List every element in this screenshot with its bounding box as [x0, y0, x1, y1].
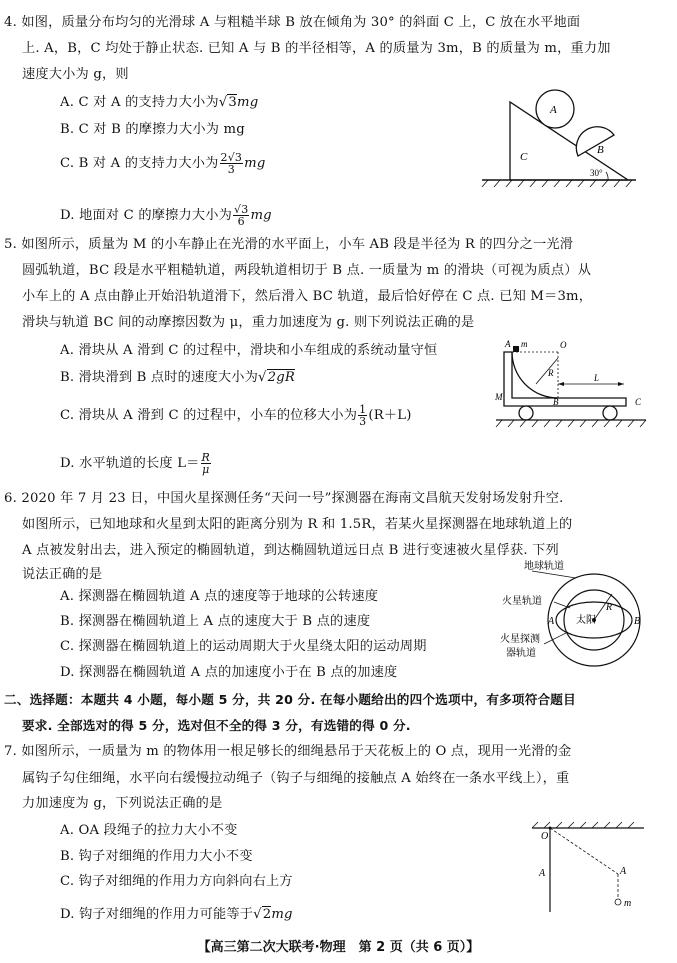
q4-option-a: A. C 对 A 的支持力大小为√3mg: [60, 95, 259, 110]
q6-figure-probe-orbit-label-2: 器轨道: [506, 648, 536, 659]
q4-option-d-text: D. 地面对 C 的摩擦力大小为: [60, 208, 233, 223]
q6-figure-probe-orbit-label-1: 火星探测: [500, 634, 540, 645]
q7-option-b: B. 钩子对细绳的作用力大小不变: [60, 849, 253, 864]
q7-option-d-unit: mg: [271, 907, 293, 922]
q4-option-c-numerator: 2√3: [220, 151, 243, 164]
q5-option-d: [60, 452, 212, 475]
q6-figure-label-r: R: [606, 602, 613, 613]
q4-option-d: [60, 204, 272, 227]
q6-option-b: B. 探测器在椭圆轨道上 A 点的速度大于 B 点的速度: [60, 614, 371, 629]
q6-figure-orbits: [496, 556, 662, 668]
q5-figure-label-b: B: [553, 397, 559, 407]
q5-stem-line-2: 圆弧轨道，BC 段是水平粗糙轨道，两段轨道相切于 B 点. 一质量为 m 的滑块（可视为质点）从: [22, 263, 592, 278]
q5-option-d-numerator: R: [201, 451, 211, 464]
q7-stem-line-2: 属钩子勾住细绳，水平向右缓慢拉动绳子（钩子与细绳的接触点 A 始终在一条水平线上），重: [22, 771, 570, 786]
q6-figure-label-b: B: [634, 616, 641, 627]
section-2-heading-line-1: 二、选择题：本题共 4 小题，每小题 5 分，共 20 分. 在每小题给出的四个选项中，有多项符合题目: [4, 692, 576, 707]
q5-option-c-expr: (R＋L): [368, 408, 412, 423]
q4-figure-label-a: A: [550, 104, 557, 116]
q5-figure-label-a: A: [505, 339, 511, 349]
q5-option-d-denominator: μ: [202, 463, 210, 476]
q5-stem-line-1: 5. 如图所示，质量为 M 的小车静止在光滑的水平面上，小车 AB 段是半径为 R 的四分之一光滑: [4, 237, 574, 252]
q5-option-b-text: B. 滑块滑到 B 点时的速度大小为: [60, 370, 258, 385]
q6-stem-line-1: 6. 2020 年 7 月 23 日，中国火星探测任务“天问一号”探测器在海南文昌航天发射场发射升空.: [4, 491, 564, 506]
q4-option-a-radicand: 3: [228, 95, 237, 110]
q6-stem-line-3: A 点被发射出去，进入预定的椭圆轨道，到达椭圆轨道远日点 B 进行变速被火星俘获. 下列: [22, 543, 559, 558]
q5-stem-line-3: 小车上的 A 点由静止开始沿轨道滑下，然后滑入 BC 轨道，最后恰好停在 C 点. 已知 M＝3m，: [22, 289, 593, 304]
q4-figure-incline: [480, 82, 640, 188]
q5-option-b: B. 滑块滑到 B 点时的速度大小为√2gR: [60, 370, 295, 385]
q4-option-b: B. C 对 B 的摩擦力大小为 mg: [60, 122, 245, 137]
q4-option-a-unit: mg: [237, 95, 259, 110]
q4-stem-line-2: 上. A，B，C 均处于静止状态. 已知 A 与 B 的半径相等，A 的质量为 3m，B 的质量为 m，重力加: [22, 41, 611, 56]
q6-stem-line-4: 说法正确的是: [22, 567, 103, 582]
q4-option-c-fraction: [220, 152, 244, 175]
q6-option-c: C. 探测器在椭圆轨道上的运动周期大于火星绕太阳的运动周期: [60, 639, 427, 654]
q5-option-c-text: C. 滑块从 A 滑到 C 的过程中，小车的位移大小为: [60, 408, 358, 423]
q4-figure-angle: 30°: [590, 168, 603, 178]
q6-figure-label-a: A: [548, 616, 555, 627]
q4-option-a-text: A. C 对 A 的支持力大小为: [60, 95, 219, 110]
q5-figure-cart: [496, 334, 646, 434]
q5-figure-label-m: m: [521, 339, 528, 349]
q7-option-d-text: D. 钩子对细绳的作用力可能等于: [60, 907, 254, 922]
q7-option-a: A. OA 段绳子的拉力大小不变: [60, 823, 238, 838]
q5-option-c-denominator: 3: [359, 415, 367, 428]
q7-figure-label-o: O: [541, 831, 549, 842]
q7-figure-label-a1: A: [539, 868, 546, 879]
q5-option-c-fraction: [358, 404, 367, 427]
q5-option-c-numerator: 1: [359, 403, 367, 416]
section-2-heading-line-2: 要求. 全部选对的得 5 分，选对但不全的得 3 分，有选错的得 0 分.: [22, 718, 411, 733]
q5-option-c: [60, 404, 412, 427]
q6-option-a: A. 探测器在椭圆轨道 A 点的速度等于地球的公转速度: [60, 589, 379, 604]
q5-option-d-text: D. 水平轨道的长度 L＝: [60, 456, 200, 471]
q5-option-d-fraction: [201, 452, 211, 475]
q5-stem-line-4: 滑块与轨道 BC 间的动摩擦因数为 μ，重力加速度为 g. 则下列说法正确的是: [22, 315, 475, 330]
q4-option-d-numerator: √3: [234, 203, 249, 216]
q4-figure-label-b: B: [597, 144, 604, 156]
q4-stem-line-3: 速度大小为 g，则: [22, 67, 129, 82]
q6-option-d: D. 探测器在椭圆轨道 A 点的加速度小于在 B 点的加速度: [60, 665, 398, 680]
q7-option-d-radicand: 2: [262, 907, 272, 922]
q6-stem-line-2: 如图所示，已知地球和火星到太阳的距离分别为 R 和 1.5R，若某火星探测器在地球轨道上的: [22, 517, 573, 532]
q4-option-c: [60, 152, 265, 175]
q4-option-c-denominator: 3: [227, 163, 235, 176]
q4-option-d-fraction: [233, 204, 249, 227]
q7-option-c: C. 钩子对细绳的作用力方向斜向右上方: [60, 874, 293, 889]
q5-figure-label-c: C: [635, 397, 642, 407]
q7-stem-line-1: 7. 如图所示，一质量为 m 的物体用一根足够长的细绳悬吊于天花板上的 O 点，现用一光滑的金: [4, 744, 572, 759]
q4-option-d-denominator: 6: [237, 215, 245, 228]
q7-figure-hook: [528, 822, 648, 920]
q5-option-a: A. 滑块从 A 滑到 C 的过程中，滑块和小车组成的系统动量守恒: [60, 343, 438, 358]
q7-stem-line-3: 力加速度为 g，下列说法正确的是: [22, 796, 223, 811]
q6-figure-earth-orbit-label: 地球轨道: [524, 561, 564, 572]
q5-figure-label-l: L: [594, 373, 600, 383]
q4-option-c-text: C. B 对 A 的支持力大小为: [60, 156, 219, 171]
q5-figure-label-big-m: M: [495, 392, 503, 402]
q7-figure-label-a2: A: [620, 866, 627, 877]
q7-option-d: D. 钩子对细绳的作用力可能等于√2mg: [60, 907, 293, 922]
q5-figure-label-r: R: [548, 368, 554, 378]
q6-figure-sun-label: 太阳: [576, 615, 596, 626]
q6-figure-mars-orbit-label: 火星轨道: [502, 596, 542, 607]
q4-option-d-unit: mg: [250, 208, 272, 223]
q4-stem-line-1: 4. 如图，质量分布均匀的光滑球 A 与粗糙半球 B 放在倾角为 30° 的斜面 C 上，C 放在水平地面: [4, 15, 581, 30]
q5-option-b-radicand: 2gR: [267, 370, 295, 385]
page-footer: 【高三第二次大联考·物理 第 2 页（共 6 页）】: [197, 940, 480, 955]
q4-option-c-unit: mg: [244, 156, 266, 171]
q7-figure-label-m: m: [624, 898, 632, 909]
q4-figure-label-c: C: [520, 151, 528, 163]
q5-figure-label-o: O: [560, 340, 567, 350]
